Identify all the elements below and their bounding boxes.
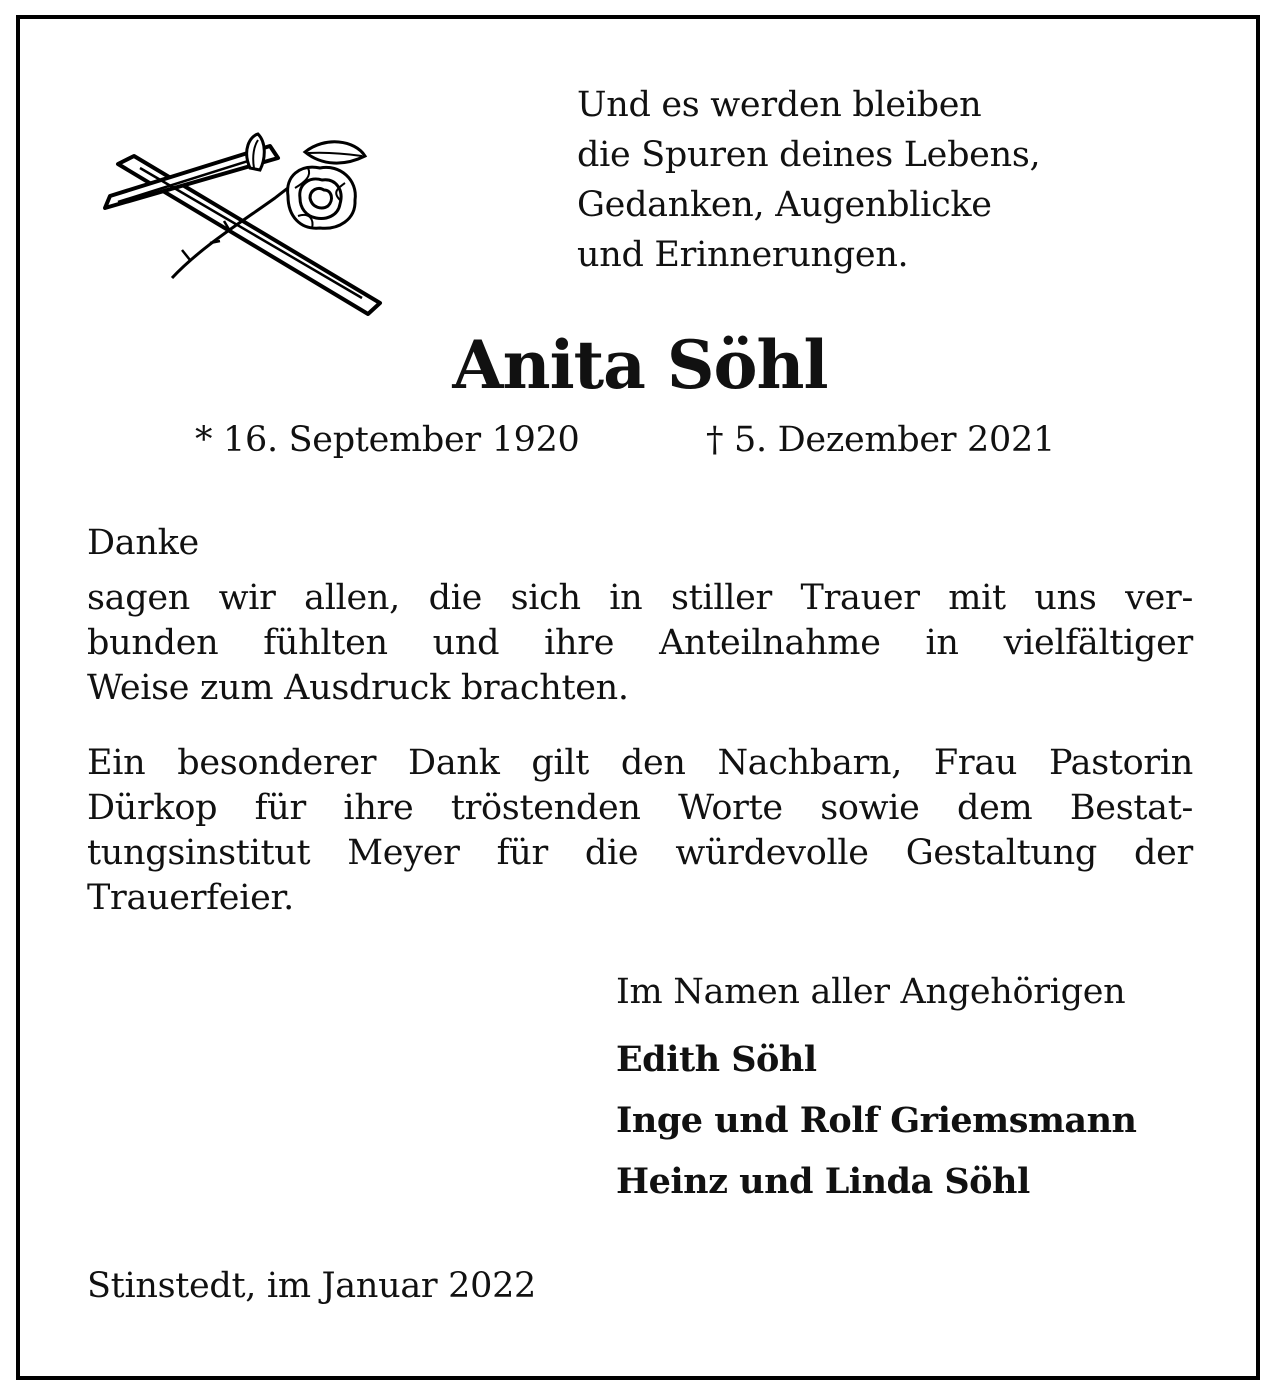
place-and-date: Stinstedt, im Januar 2022: [87, 1266, 537, 1306]
thanks-paragraph-2: [87, 741, 1193, 921]
signatory-name: Inge und Rolf Griemsmann: [616, 1100, 1137, 1141]
text-line: sagen wir allen, die sich in stiller Trauer mit uns ver-: [87, 578, 1193, 618]
text-line: Weise zum Ausdruck brachten.: [87, 668, 629, 708]
text-line: Ein besonderer Dank gilt den Nachbarn, Frau Pastorin: [87, 743, 1193, 783]
text-line: bunden fühlten und ihre Anteilnahme in vielfältiger: [87, 623, 1193, 663]
poem-verse: [577, 80, 1040, 280]
death-date: † 5. Dezember 2021: [706, 420, 1055, 460]
text-line: Trauerfeier.: [87, 878, 294, 918]
text-line: Dürkop für ihre tröstenden Worte sowie dem Bestat-: [87, 788, 1193, 828]
poem-line: und Erinnerungen.: [577, 235, 909, 275]
thanks-paragraph-1: [87, 576, 1193, 711]
poem-line: die Spuren deines Lebens,: [577, 135, 1041, 175]
thanks-heading: Danke: [87, 523, 199, 563]
birth-date: * 16. September 1920: [195, 420, 580, 460]
signatory-name: Heinz und Linda Söhl: [616, 1161, 1030, 1202]
poem-line: Gedanken, Augenblicke: [577, 185, 992, 225]
cross-with-rose-icon: [100, 128, 390, 323]
deceased-name: Anita Söhl: [452, 326, 828, 404]
signoff-intro: Im Namen aller Angehörigen: [616, 972, 1126, 1012]
signatory-name: Edith Söhl: [616, 1039, 817, 1080]
poem-line: Und es werden bleiben: [577, 85, 982, 125]
text-line: tungsinstitut Meyer für die würdevolle Gestaltung der: [87, 833, 1193, 873]
